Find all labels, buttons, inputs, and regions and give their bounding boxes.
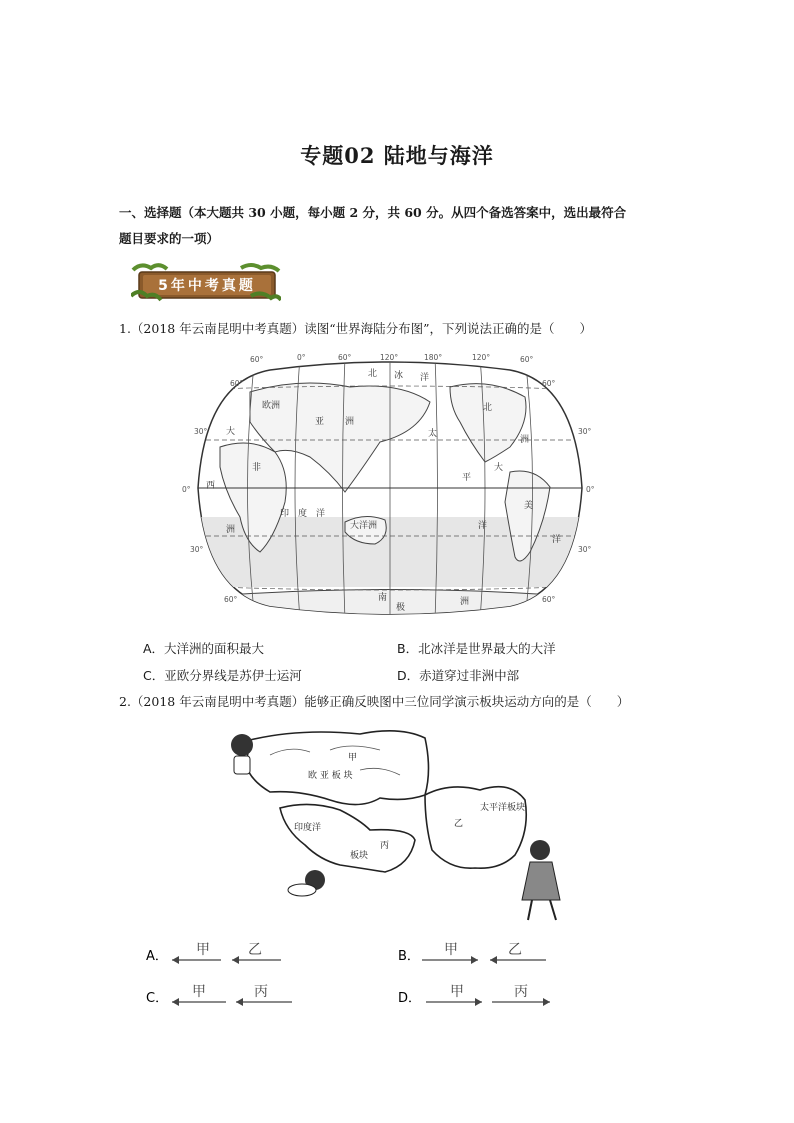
question-1-stem: 1.（2018 年云南昆明中考真题）读图“世界海陆分布图”，下列说法正确的是（ ） <box>119 321 592 336</box>
map-label: 太 <box>428 429 438 439</box>
plate-label-plate: 板块 <box>350 851 369 861</box>
leaf-banner-graphic <box>131 262 281 304</box>
map-coord-label: 0° <box>586 485 595 494</box>
section-heading-line2: 题目要求的一项） <box>119 231 220 246</box>
q1-option-c[interactable]: C．亚欧分界线是苏伊士运河 <box>143 668 302 683</box>
indian-ocean-plate <box>280 804 415 872</box>
svg-text:A．: A． <box>146 949 168 964</box>
map-label: 洲 <box>345 417 355 427</box>
q2-option-d[interactable] <box>398 984 550 1006</box>
section-heading <box>119 200 689 252</box>
svg-text:甲: 甲 <box>450 984 464 1000</box>
map-coord-label: 120° <box>472 353 491 362</box>
map-coord-label: 60° <box>338 353 352 362</box>
svg-text:C．: C． <box>146 991 169 1006</box>
map-coord-label: 60° <box>250 355 264 364</box>
svg-text:甲: 甲 <box>196 942 210 958</box>
map-label: 欧洲 <box>262 401 281 411</box>
q2-option-b[interactable] <box>398 942 546 964</box>
map-label: 洲 <box>520 435 530 445</box>
world-land-sea-map <box>180 352 600 624</box>
map-label: 北 <box>483 403 493 413</box>
map-coord-label: 180° <box>424 353 443 362</box>
q1-option-d[interactable]: D．赤道穿过非洲中部 <box>397 668 520 683</box>
map-coord-label: 0° <box>182 485 191 494</box>
map-label: 洋 <box>552 535 562 545</box>
map-label: 洋 <box>478 521 488 531</box>
map-label: 平 <box>462 473 472 483</box>
q1-option-a[interactable]: A．大洋洲的面积最大 <box>143 641 265 656</box>
map-coord-label: 60° <box>542 595 556 604</box>
svg-text:丙: 丙 <box>254 984 268 1000</box>
map-label: 大 <box>494 463 504 473</box>
map-coord-label: 60° <box>230 379 244 388</box>
map-label: 大洋洲 <box>350 521 378 531</box>
banner-text: 5年中考真题 <box>158 278 256 294</box>
map-label: 度 <box>298 509 308 519</box>
map-coord-label: 0° <box>297 353 306 362</box>
map-coord-label: 60° <box>224 595 238 604</box>
svg-text:B．: B． <box>398 949 420 964</box>
map-label: 印 <box>280 509 290 519</box>
map-label: 洋 <box>316 509 326 519</box>
plate-movement-illustration <box>210 720 620 935</box>
q2-option-c[interactable] <box>146 984 292 1006</box>
plate-label-eurasia: 欧 亚 板 块 <box>308 771 353 781</box>
map-label: 大 <box>226 427 236 437</box>
map-label: 北 <box>368 369 378 379</box>
map-label: 非 <box>252 463 262 473</box>
map-label: 洲 <box>226 525 236 535</box>
map-coord-label: 60° <box>542 379 556 388</box>
svg-text:D．: D． <box>398 991 422 1006</box>
map-label: 洲 <box>460 597 470 607</box>
map-label: 南 <box>378 593 388 603</box>
svg-text:丙: 丙 <box>514 984 528 1000</box>
map-coord-label: 120° <box>380 353 399 362</box>
pacific-plate <box>425 787 526 869</box>
section-heading-line1: 一、选择题（本大题共 30 小题，每小题 2 分，共 60 分。从四个备选答案中，选出最符合 <box>119 205 627 220</box>
page-title: 专题02 陆地与海洋 <box>300 143 494 168</box>
svg-text:乙: 乙 <box>248 942 262 958</box>
map-label: 美 <box>524 501 534 511</box>
map-label: 西 <box>206 481 216 491</box>
map-coord-label: 30° <box>190 545 204 554</box>
plate-label-indian-ocean: 印度洋 <box>294 823 322 833</box>
q1-option-b[interactable]: B．北冰洋是世界最大的大洋 <box>397 641 556 656</box>
map-label: 亚 <box>315 417 325 427</box>
map-label: 极 <box>396 603 406 613</box>
eurasian-plate <box>246 731 429 805</box>
plate-label-pacific: 太平洋板块 <box>480 803 526 813</box>
plate-label-bing: 丙 <box>380 841 390 851</box>
map-label: 冰 <box>394 371 404 381</box>
map-coord-label: 30° <box>578 427 592 436</box>
map-coord-label: 30° <box>578 545 592 554</box>
question-2-stem: 2.（2018 年云南昆明中考真题）能够正确反映图中三位同学演示板块运动方向的是（ ） <box>119 694 630 709</box>
svg-text:甲: 甲 <box>192 984 206 1000</box>
q2-option-a[interactable] <box>146 942 281 964</box>
svg-text:乙: 乙 <box>508 942 522 958</box>
student-figure-bottom <box>288 870 325 896</box>
map-coord-label: 60° <box>520 355 534 364</box>
student-figure-right <box>522 840 560 920</box>
q2-options <box>146 940 626 1020</box>
map-label: 洋 <box>420 373 430 383</box>
plate-label-jia: 甲 <box>348 753 358 763</box>
exam-banner <box>131 262 281 304</box>
map-coord-label: 30° <box>194 427 208 436</box>
svg-text:甲: 甲 <box>444 942 458 958</box>
plate-label-yi: 乙 <box>454 819 464 829</box>
